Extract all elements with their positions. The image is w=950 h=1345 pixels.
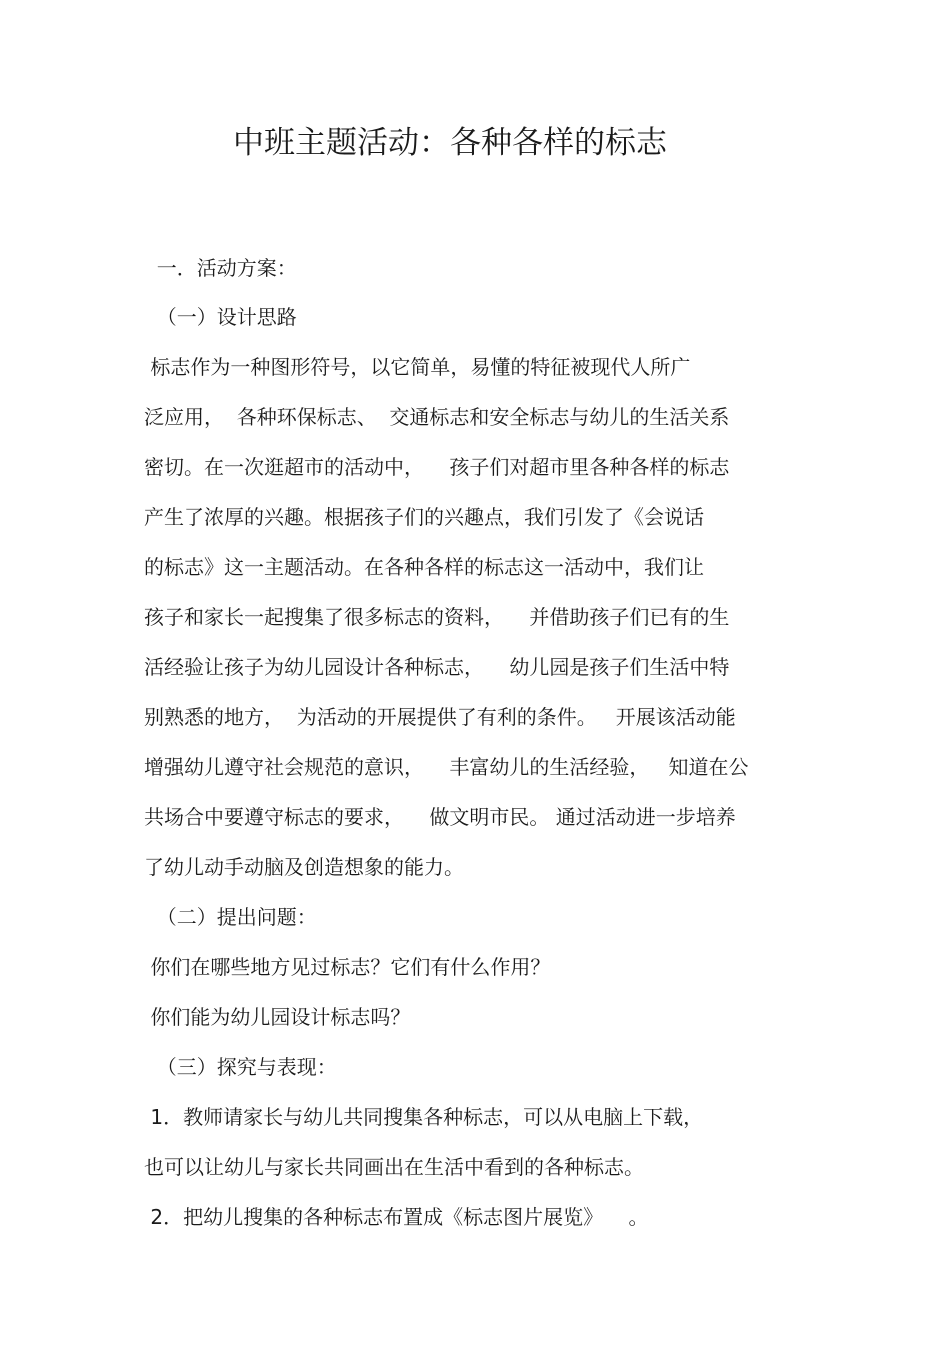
paragraph-line: 标志作为一种图形符号，以它简单，易懂的特征被现代人所广 [144,355,691,379]
subsection-heading: （一）设计思路 [144,305,297,329]
subsection-heading: （三）探究与表现： [144,1055,337,1079]
list-item: 2．把幼儿搜集的各种标志布置成《标志图片展览》 。 [144,1205,649,1229]
paragraph-line: 孩子和家长一起搜集了很多标志的资料， 并借助孩子们已有的生 [144,605,730,629]
paragraph-line: 共场合中要遵守标志的要求， 做文明市民。 通过活动进一步培养 [144,805,736,829]
paragraph-line: 别熟悉的地方， 为活动的开展提供了有利的条件。 开展该活动能 [144,705,736,729]
paragraph-line: 泛应用， 各种环保标志、 交通标志和安全标志与幼儿的生活关系 [144,405,730,429]
paragraph-line: 活经验让孩子为幼儿园设计各种标志， 幼儿园是孩子们生活中特 [144,655,730,679]
question-line: 你们在哪些地方见过标志？它们有什么作用？ [144,955,551,979]
list-item: 1．教师请家长与幼儿共同搜集各种标志，可以从电脑上下载， [144,1105,704,1129]
paragraph-line: 密切。在一次逛超市的活动中， 孩子们对超市里各种各样的标志 [144,455,730,479]
section-heading: 一．活动方案： [144,256,297,280]
paragraph-line: 的标志》这一主题活动。在各种各样的标志这一活动中，我们让 [144,555,704,579]
paragraph-line: 了幼儿动手动脑及创造想象的能力。 [144,855,464,879]
paragraph-line: 增强幼儿遵守社会规范的意识， 丰富幼儿的生活经验， 知道在公 [144,755,749,779]
paragraph-line: 产生了浓厚的兴趣。根据孩子们的兴趣点，我们引发了《会说话 [144,505,704,529]
list-item-continuation: 也可以让幼儿与家长共同画出在生活中看到的各种标志。 [144,1155,644,1179]
subsection-heading: （二）提出问题： [144,905,317,929]
question-line: 你们能为幼儿园设计标志吗？ [144,1005,411,1029]
page-title: 中班主题活动：各种各样的标志 [233,125,667,161]
